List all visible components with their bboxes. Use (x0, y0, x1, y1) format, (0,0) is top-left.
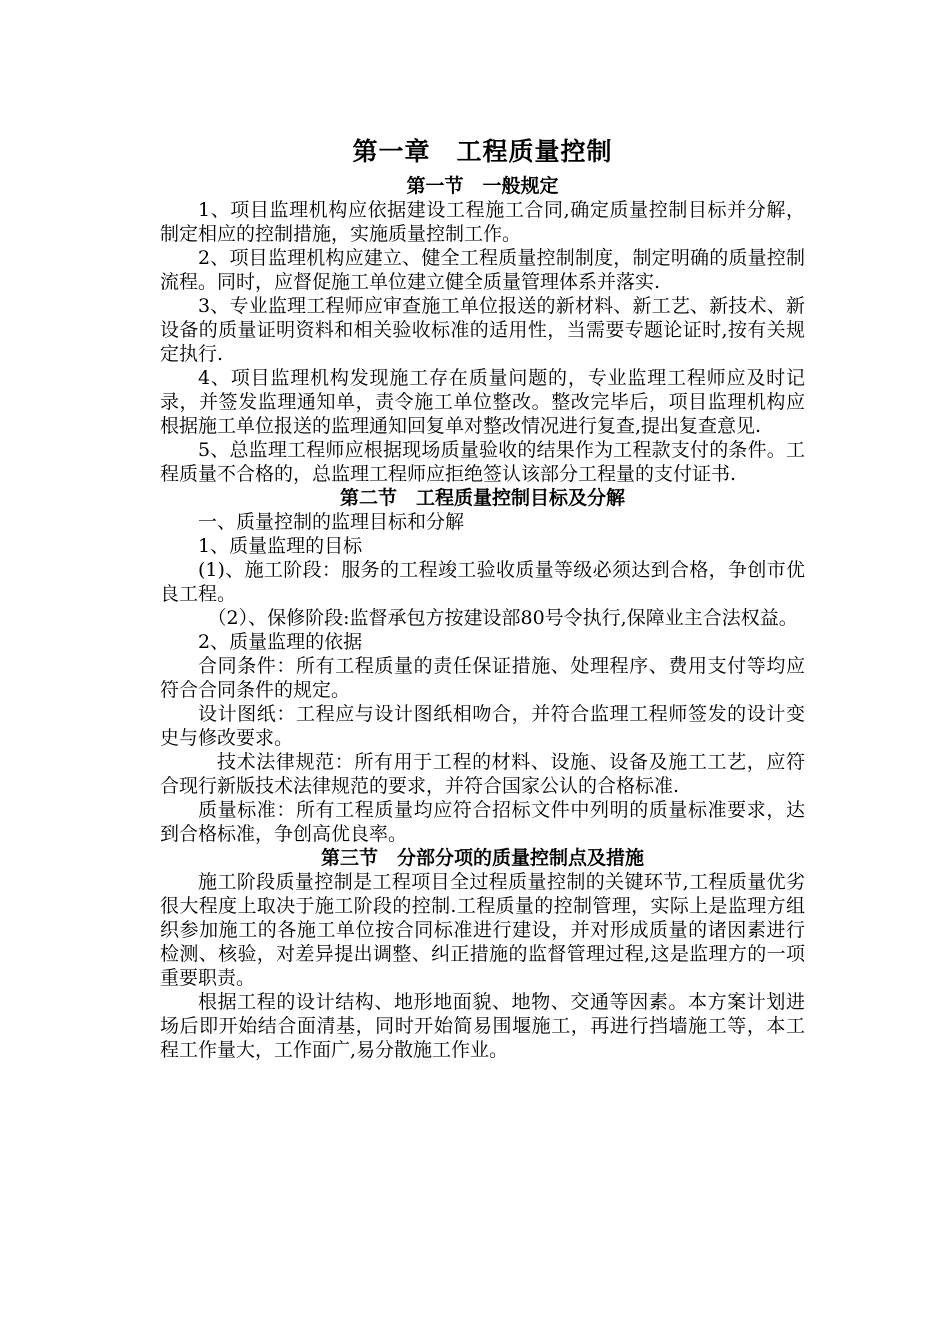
paragraph: 2、质量监理的依据 (198, 631, 363, 653)
paragraph: (1)、施工阶段：服务的工程竣工验收质量等级必须达到合格，争创市优良工程。 (160, 559, 805, 605)
chapter-title: 第一章 工程质量控制 (352, 137, 613, 166)
document-body (160, 134, 805, 1062)
paragraph: 根据工程的设计结构、地形地面貌、地物、交通等因素。本方案计划进场后即开始结合面清基，同时开始简易围堰施工，再进行挡墙施工等，本工程工作量大，工作面广,易分散施工作业。 (160, 991, 805, 1061)
paragraph: 一、质量控制的监理目标和分解 (198, 511, 465, 533)
section-title: 第三节 分部分项的质量控制点及措施 (320, 847, 644, 869)
paragraph: 施工阶段质量控制是工程项目全过程质量控制的关键环节,工程质量优劣很大程度上取决于施工阶段的控制.工程质量的控制管理，实际上是监理方组织参加施工的各施工单位按合同标准进行建设，并对形成质量的诸因素进行检测、核验，对差异提出调整、纠正措施的监督管理过程,这是监理方的一项重要职责。 (160, 871, 805, 989)
paragraph: 3、专业监理工程师应审查施工单位报送的新材料、新工艺、新技术、新设备的质量证明资料和相关验收标准的适用性，当需要专题论证时,按有关规定执行. (160, 295, 805, 365)
paragraph: 合同条件：所有工程质量的责任保证措施、处理程序、费用支付等均应符合合同条件的规定。 (160, 655, 805, 701)
paragraph: 2、项目监理机构应建立、健全工程质量控制制度，制定明确的质量控制流程。同时，应督促施工单位建立健全质量管理体系并落实. (160, 247, 805, 293)
paragraph: 4、项目监理机构发现施工存在质量问题的，专业监理工程师应及时记录，并签发监理通知单，责令施工单位整改。整改完毕后，项目监理机构应根据施工单位报送的监理通知回复单对整改情况进行复查,提出复查意见. (160, 367, 805, 437)
paragraph: 1、质量监理的目标 (198, 535, 363, 557)
paragraph: 5、总监理工程师应根据现场质量验收的结果作为工程款支付的条件。工程质量不合格的，总监理工程师应拒绝签认该部分工程量的支付证书. (160, 439, 805, 485)
paragraph: 设计图纸：工程应与设计图纸相吻合，并符合监理工程师签发的设计变史与修改要求。 (160, 703, 805, 749)
paragraph: 质量标准：所有工程质量均应符合招标文件中列明的质量标准要求，达到合格标准，争创高优良率。 (160, 799, 805, 845)
paragraph: 1、项目监理机构应依据建设工程施工合同,确定质量控制目标并分解，制定相应的控制措施，实施质量控制工作。 (160, 199, 805, 245)
section-title: 第二节 工程质量控制目标及分解 (339, 487, 625, 509)
paragraph: （2）、保修阶段:监督承包方按建设部80号令执行,保障业主合法权益。 (207, 607, 798, 629)
section-title: 第一节 一般规定 (406, 175, 559, 197)
paragraph: 技术法律规范：所有用于工程的材料、设施、设备及施工工艺，应符合现行新版技术法律规范的要求，并符合国家公认的合格标准. (160, 751, 805, 797)
